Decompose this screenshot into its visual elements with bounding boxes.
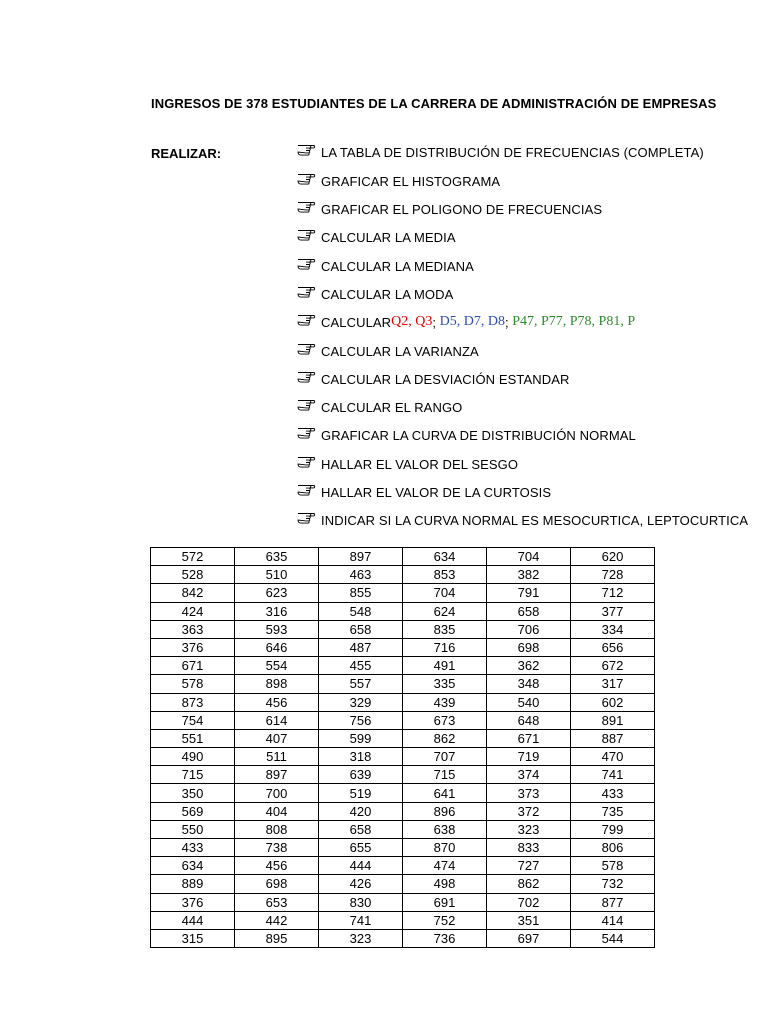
task-label: GRAFICAR EL POLIGONO DE FRECUENCIAS: [321, 201, 603, 217]
table-cell: 350: [151, 784, 235, 802]
table-cell: 599: [319, 729, 403, 747]
table-cell: 455: [319, 657, 403, 675]
table-cell: 715: [151, 766, 235, 784]
task-item: [297, 256, 474, 276]
table-cell: 671: [151, 657, 235, 675]
table-cell: 646: [235, 638, 319, 656]
table-cell: 424: [151, 602, 235, 620]
table-cell: 895: [235, 929, 319, 947]
table-cell: 672: [571, 657, 655, 675]
task-item: [297, 227, 456, 247]
table-cell: 362: [487, 657, 571, 675]
task-percentiles: P47, P77, P78, P81, P: [512, 314, 636, 329]
table-cell: 673: [403, 711, 487, 729]
table-cell: 623: [235, 584, 319, 602]
pointing-hand-icon: [297, 170, 315, 186]
pointing-hand-icon: [297, 226, 315, 242]
table-cell: 634: [151, 857, 235, 875]
table-cell: 540: [487, 693, 571, 711]
table-cell: 490: [151, 748, 235, 766]
pointing-hand-icon: [297, 198, 315, 214]
table-cell: 891: [571, 711, 655, 729]
table-cell: 510: [235, 566, 319, 584]
table-cell: 373: [487, 784, 571, 802]
table-cell: 544: [571, 929, 655, 947]
table-cell: 572: [151, 548, 235, 566]
table-cell: 442: [235, 911, 319, 929]
table-cell: 862: [403, 729, 487, 747]
table-cell: 716: [403, 638, 487, 656]
table-cell: 655: [319, 839, 403, 857]
task-item: [297, 171, 500, 191]
table-cell: 700: [235, 784, 319, 802]
table-row: [151, 875, 655, 893]
pointing-hand-icon: [297, 481, 315, 497]
table-row: [151, 657, 655, 675]
table-cell: 470: [571, 748, 655, 766]
table-row: [151, 766, 655, 784]
table-cell: 548: [319, 602, 403, 620]
task-item: [297, 142, 704, 162]
table-cell: 315: [151, 929, 235, 947]
table-cell: 528: [151, 566, 235, 584]
table-cell: 414: [571, 911, 655, 929]
table-cell: 554: [235, 657, 319, 675]
table-cell: 799: [571, 820, 655, 838]
task-deciles: D5, D7, D8: [439, 314, 505, 329]
table-row: [151, 638, 655, 656]
task-label: INDICAR SI LA CURVA NORMAL ES MESOCURTICA, LEPTOCURTICA: [321, 512, 749, 528]
table-cell: 641: [403, 784, 487, 802]
table-row: [151, 729, 655, 747]
document-title: INGRESOS DE 378 ESTUDIANTES DE LA CARRERA DE ADMINISTRACIÓN DE EMPRESAS: [151, 96, 717, 111]
pointing-hand-icon: [297, 340, 315, 356]
table-cell: 704: [403, 584, 487, 602]
table-cell: 756: [319, 711, 403, 729]
table-cell: 420: [319, 802, 403, 820]
table-cell: 551: [151, 729, 235, 747]
table-cell: 614: [235, 711, 319, 729]
table-cell: 491: [403, 657, 487, 675]
table-cell: 712: [571, 584, 655, 602]
table-cell: 653: [235, 893, 319, 911]
task-label: CALCULAR LA DESVIACIÓN ESTANDAR: [321, 371, 570, 387]
task-item: [297, 482, 551, 502]
task-item: [297, 369, 569, 389]
table-row: [151, 839, 655, 857]
task-label: CALCULAR LA MODA: [321, 286, 454, 302]
table-cell: 648: [487, 711, 571, 729]
task-quartiles: Q2, Q3: [391, 314, 433, 329]
task-label: CALCULAR: [321, 314, 392, 330]
table-cell: 656: [571, 638, 655, 656]
task-label: CALCULAR LA VARIANZA: [321, 343, 479, 359]
table-cell: 433: [571, 784, 655, 802]
table-cell: 870: [403, 839, 487, 857]
pointing-hand-icon: [297, 255, 315, 271]
table-cell: 728: [571, 566, 655, 584]
pointing-hand-icon: [297, 311, 315, 327]
table-cell: 602: [571, 693, 655, 711]
table-cell: 519: [319, 784, 403, 802]
pointing-hand-icon: [297, 141, 315, 157]
task-item: [297, 454, 518, 474]
table-cell: 791: [487, 584, 571, 602]
table-cell: 323: [319, 929, 403, 947]
task-item: [297, 397, 462, 417]
table-cell: 377: [571, 602, 655, 620]
table-cell: 351: [487, 911, 571, 929]
table-cell: 638: [403, 820, 487, 838]
table-cell: 593: [235, 620, 319, 638]
table-cell: 842: [151, 584, 235, 602]
table-cell: 741: [319, 911, 403, 929]
table-cell: 658: [487, 602, 571, 620]
task-separator: ;: [432, 314, 440, 330]
task-item: [297, 312, 635, 332]
table-row: [151, 893, 655, 911]
table-cell: 719: [487, 748, 571, 766]
table-cell: 735: [571, 802, 655, 820]
table-cell: 317: [571, 675, 655, 693]
table-cell: 569: [151, 802, 235, 820]
table-cell: 897: [319, 548, 403, 566]
table-cell: 702: [487, 893, 571, 911]
pointing-hand-icon: [297, 453, 315, 469]
table-cell: 887: [571, 729, 655, 747]
task-label: HALLAR EL VALOR DE LA CURTOSIS: [321, 484, 552, 500]
table-row: [151, 911, 655, 929]
table-cell: 348: [487, 675, 571, 693]
table-cell: 889: [151, 875, 235, 893]
table-cell: 873: [151, 693, 235, 711]
table-row: [151, 802, 655, 820]
table-cell: 808: [235, 820, 319, 838]
table-cell: 463: [319, 566, 403, 584]
table-row: [151, 602, 655, 620]
task-label: HALLAR EL VALOR DEL SESGO: [321, 456, 519, 472]
table-row: [151, 857, 655, 875]
table-cell: 316: [235, 602, 319, 620]
table-cell: 498: [403, 875, 487, 893]
table-cell: 363: [151, 620, 235, 638]
table-cell: 376: [151, 893, 235, 911]
table-cell: 323: [487, 820, 571, 838]
table-cell: 382: [487, 566, 571, 584]
table-cell: 898: [235, 675, 319, 693]
table-cell: 697: [487, 929, 571, 947]
task-item: [297, 199, 602, 219]
table-cell: 318: [319, 748, 403, 766]
table-cell: 732: [571, 875, 655, 893]
table-cell: 639: [319, 766, 403, 784]
table-cell: 634: [403, 548, 487, 566]
table-cell: 658: [319, 820, 403, 838]
table-cell: 374: [487, 766, 571, 784]
table-row: [151, 748, 655, 766]
task-label: CALCULAR EL RANGO: [321, 399, 463, 415]
table-row: [151, 675, 655, 693]
task-label: LA TABLA DE DISTRIBUCIÓN DE FRECUENCIAS (COMPLETA): [321, 144, 704, 160]
table-row: [151, 584, 655, 602]
table-cell: 439: [403, 693, 487, 711]
table-cell: 741: [571, 766, 655, 784]
task-label: GRAFICAR EL HISTOGRAMA: [321, 173, 501, 189]
table-cell: 752: [403, 911, 487, 929]
table-cell: 833: [487, 839, 571, 857]
table-cell: 707: [403, 748, 487, 766]
table-cell: 426: [319, 875, 403, 893]
task-item: [297, 425, 636, 445]
table-cell: 557: [319, 675, 403, 693]
table-cell: 671: [487, 729, 571, 747]
table-cell: 329: [319, 693, 403, 711]
table-cell: 738: [235, 839, 319, 857]
table-cell: 754: [151, 711, 235, 729]
pointing-hand-icon: [297, 396, 315, 412]
table-cell: 691: [403, 893, 487, 911]
income-data-table: [150, 547, 655, 948]
table-cell: 456: [235, 857, 319, 875]
task-item: [297, 510, 748, 530]
table-cell: 372: [487, 802, 571, 820]
task-label: CALCULAR LA MEDIA: [321, 229, 456, 245]
table-row: [151, 820, 655, 838]
task-label: GRAFICAR LA CURVA DE DISTRIBUCIÓN NORMAL: [321, 427, 636, 443]
table-cell: 877: [571, 893, 655, 911]
task-label: CALCULAR LA MEDIANA: [321, 258, 474, 274]
table-cell: 376: [151, 638, 235, 656]
table-cell: 635: [235, 548, 319, 566]
table-row: [151, 929, 655, 947]
table-row: [151, 548, 655, 566]
table-cell: 578: [571, 857, 655, 875]
task-separator: ;: [504, 314, 513, 330]
realizar-label: REALIZAR:: [151, 146, 222, 161]
table-row: [151, 566, 655, 584]
pointing-hand-icon: [297, 283, 315, 299]
table-cell: 806: [571, 839, 655, 857]
table-cell: 444: [151, 911, 235, 929]
table-row: [151, 693, 655, 711]
table-cell: 896: [403, 802, 487, 820]
table-cell: 698: [487, 638, 571, 656]
pointing-hand-icon: [297, 368, 315, 384]
table-cell: 853: [403, 566, 487, 584]
table-cell: 335: [403, 675, 487, 693]
table-cell: 835: [403, 620, 487, 638]
table-cell: 487: [319, 638, 403, 656]
pointing-hand-icon: [297, 509, 315, 525]
table-row: [151, 620, 655, 638]
table-cell: 474: [403, 857, 487, 875]
table-cell: 830: [319, 893, 403, 911]
table-cell: 715: [403, 766, 487, 784]
table-cell: 658: [319, 620, 403, 638]
table-row: [151, 784, 655, 802]
table-cell: 444: [319, 857, 403, 875]
table-cell: 456: [235, 693, 319, 711]
table-cell: 698: [235, 875, 319, 893]
table-cell: 897: [235, 766, 319, 784]
table-cell: 578: [151, 675, 235, 693]
table-cell: 620: [571, 548, 655, 566]
table-cell: 550: [151, 820, 235, 838]
table-row: [151, 711, 655, 729]
table-cell: 334: [571, 620, 655, 638]
table-cell: 706: [487, 620, 571, 638]
table-cell: 404: [235, 802, 319, 820]
table-cell: 704: [487, 548, 571, 566]
pointing-hand-icon: [297, 424, 315, 440]
table-cell: 511: [235, 748, 319, 766]
table-cell: 736: [403, 929, 487, 947]
table-cell: 624: [403, 602, 487, 620]
task-item: [297, 341, 479, 361]
table-cell: 727: [487, 857, 571, 875]
table-cell: 855: [319, 584, 403, 602]
table-cell: 862: [487, 875, 571, 893]
table-cell: 407: [235, 729, 319, 747]
task-item: [297, 284, 453, 304]
table-cell: 433: [151, 839, 235, 857]
